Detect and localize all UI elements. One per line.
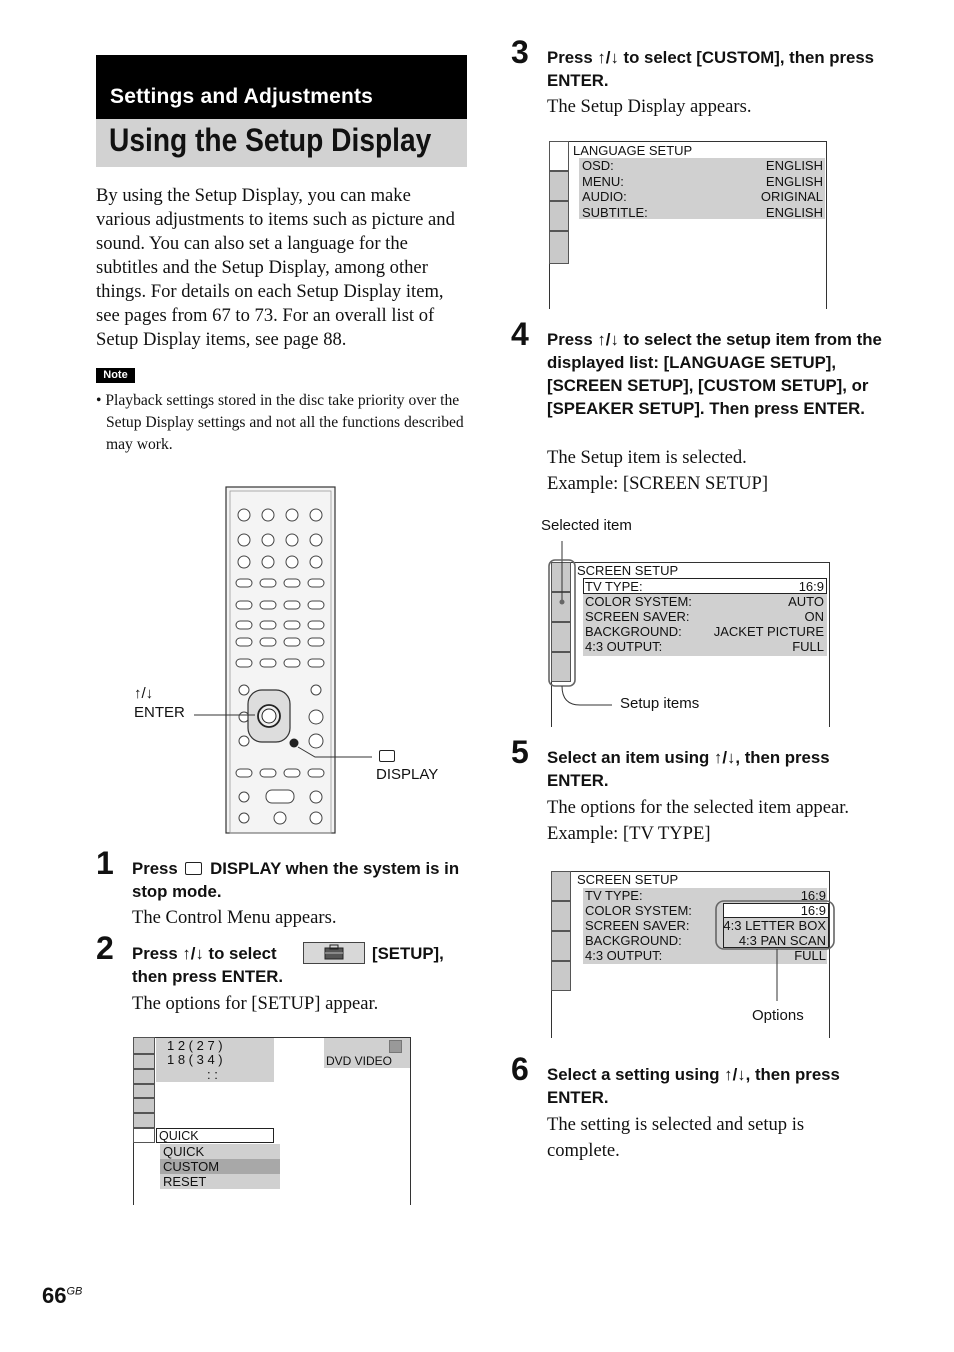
step-6-text: The setting is selected and setup is complete. [547,1114,805,1161]
remote-button [239,792,249,802]
screen-setup-title: SCREEN SETUP [577,872,679,887]
step-2-heading-b: [SETUP], [372,944,444,963]
remote-button [260,769,276,777]
remote-button [310,556,322,568]
remote-button [238,509,250,521]
step-4-number: 4 [511,316,529,352]
remote-button [262,509,274,521]
remote-button [236,621,252,629]
remote-button [286,534,298,546]
setting-label[interactable]: COLOR SYSTEM: [585,903,692,918]
arrows-label: ↑/↓ [134,685,154,702]
setting-label[interactable]: 4:3 OUTPUT: [585,639,663,654]
step-6-heading: Select a setting using ↑/↓, then press ENTER. [547,1065,840,1107]
intro-paragraph: By using the Setup Display, you can make various adjustments to items such as picture and sound. You can also set a language for the subtitles and the Setup Display, among other things. For details on each Setup Display item, see pages from 67 to 73. For an overall list of Setup Display items, see page 88. [96,185,455,350]
remote-button [236,638,252,646]
setting-label[interactable]: BACKGROUND: [585,624,682,639]
setup-item-cell [551,931,571,961]
remote-button [286,509,298,521]
setup-item-cell [549,201,569,231]
remote-button [308,769,324,777]
step-2-heading-a: Press ↑/↓ to select [132,944,277,963]
menu-icon-cell [133,1128,155,1143]
remote-button [260,659,276,667]
step-2-text: The options for [SETUP] appear. [132,993,379,1014]
remote-button [238,534,250,546]
remote-button [310,812,322,824]
current-option: QUICK [159,1129,199,1143]
setting-label[interactable]: TV TYPE: [585,888,643,903]
page-title: Using the Setup Display [109,122,432,158]
option-item[interactable]: 16:9 [800,903,826,918]
step-5-number: 5 [511,734,529,770]
setting-value: FULL [794,948,826,963]
setting-label[interactable]: SCREEN SAVER: [585,609,690,624]
options-label: Options [752,1007,804,1024]
setting-value: AUTO [788,594,824,609]
info-line-1: 1 2 ( 2 7 ) [167,1038,223,1053]
display-label: DISPLAY [376,766,439,783]
menu-icon-cell [133,1098,155,1113]
step-5-text: The options for the selected item appear. [547,797,850,818]
menu-icon-cell [133,1037,155,1054]
remote-button [239,813,249,823]
info-line-3: : : [207,1067,218,1082]
remote-button [284,621,300,629]
remote-button [308,621,324,629]
setting-value: JACKET PICTURE [713,624,824,639]
remote-button [284,579,300,587]
setting-value: ENGLISH [765,173,823,189]
display-icon [185,862,202,875]
setting-label[interactable]: TV TYPE: [585,579,643,594]
menu-icon-cell [133,1084,155,1098]
remote-button [309,710,323,724]
page-number-value: 66 [42,1283,67,1308]
remote-button [236,769,252,777]
remote-button [308,601,324,609]
option-reset[interactable]: RESET [163,1174,207,1189]
remote-button [310,509,322,521]
remote-button [308,579,324,587]
remote-button [266,790,294,803]
step-1-text: The Control Menu appears. [132,907,337,928]
setting-label[interactable]: 4:3 OUTPUT: [585,948,663,963]
option-quick[interactable]: QUICK [163,1144,205,1159]
disc-type: DVD VIDEO [326,1054,393,1068]
remote-button [310,534,322,546]
setting-label[interactable]: AUDIO: [582,189,627,204]
option-custom[interactable]: CUSTOM [163,1159,220,1174]
setting-value: 16:9 [800,888,826,903]
remote-button [260,638,276,646]
setting-value: ENGLISH [765,158,823,173]
menu-icon-cell [133,1054,155,1069]
section-title: Settings and Adjustments [110,85,374,108]
remote-button [236,659,252,667]
menu-icon-cell [133,1113,155,1128]
remote-button [239,736,249,746]
setup-menu-screen [133,1037,411,1205]
setup-item-cell [551,961,571,991]
info-line-2: 1 8 ( 3 4 ) [167,1052,223,1067]
remote-button [274,812,286,824]
page-number [42,1283,82,1309]
setting-label[interactable]: OSD: [582,158,614,173]
remote-button [260,621,276,629]
remote-button [308,659,324,667]
remote-button [308,638,324,646]
remote-button [260,601,276,609]
setup-item-cell [551,901,571,931]
remote-button [311,685,321,695]
remote-button [284,601,300,609]
setting-value: FULL [792,639,824,654]
step-3-number: 3 [511,34,529,70]
note-text: • Playback settings stored in the disc take priority over the Setup Display settings and not all the functions described may work. [96,392,464,453]
setting-value: ENGLISH [765,204,823,220]
remote-button [236,579,252,587]
setting-label[interactable]: COLOR SYSTEM: [585,594,692,609]
remote-button [284,769,300,777]
step-5-heading: Select an item using ↑/↓, then press ENTER. [547,748,830,790]
step-1-number: 1 [96,845,114,881]
remote-button [284,659,300,667]
step-2-heading-c: then press ENTER. [132,967,284,986]
disc-icon [389,1040,402,1053]
note-badge: Note [96,368,135,383]
display-icon [379,750,395,762]
step-4-heading: Press ↑/↓ to select the setup item from the displayed list: [LANGUAGE SETUP], [SCREEN SETUP], [CUSTOM SETUP], or [SPEAKER SETUP]. Then press ENTER. [547,330,882,418]
step-3-text: The Setup Display appears. [547,96,752,117]
step-4-text: The Setup item is selected. [547,447,747,468]
setting-label[interactable]: SCREEN SAVER: [585,918,690,933]
remote-button [310,791,322,803]
selected-item-label: Selected item [541,517,632,534]
remote-button [236,601,252,609]
step-1-heading-a: Press [132,859,178,878]
setup-item-cell [549,231,569,264]
remote-button [262,534,274,546]
selected-item-callout [540,535,630,715]
options-callout [710,895,840,1005]
setup-items-label: Setup items [620,695,700,712]
step-4-example: Example: [SCREEN SETUP] [547,473,769,494]
language-title: LANGUAGE SETUP [573,143,693,158]
remote-button [286,556,298,568]
remote-button [239,685,249,695]
setup-toolbox-icon [303,942,365,964]
remote-button [309,734,323,748]
setup-item-cell [549,141,569,171]
step-2-number: 2 [96,930,114,966]
setup-item-cell [549,171,569,201]
setting-value: ON [804,609,824,624]
setup-item-cell [551,871,571,901]
setting-label[interactable]: SUBTITLE: [582,204,648,220]
language-setup-screen [549,141,827,309]
option-item[interactable]: 4:3 PAN SCAN [738,933,826,948]
remote-button [260,579,276,587]
setting-label[interactable]: BACKGROUND: [585,933,682,948]
remote-button [284,638,300,646]
setting-value: 16:9 [798,579,824,594]
screen-setup-title: SCREEN SETUP [577,563,679,578]
page-number-suffix: GB [66,1285,83,1298]
remote-button [238,556,250,568]
remote-button [262,556,274,568]
menu-icon-cell [133,1069,155,1084]
step-3-heading: Press ↑/↓ to select [CUSTOM], then press ENTER. [547,48,875,90]
step-6-number: 6 [511,1051,529,1087]
option-item[interactable]: 4:3 LETTER BOX [723,918,826,933]
step-1-heading-b: DISPLAY when the system is in stop mode. [132,859,460,901]
step-1-heading [132,857,472,903]
step-5-example: Example: [TV TYPE] [547,823,711,844]
enter-label: ENTER [134,704,185,721]
setting-label[interactable]: MENU: [582,173,624,189]
setting-value: ORIGINAL [760,189,823,204]
